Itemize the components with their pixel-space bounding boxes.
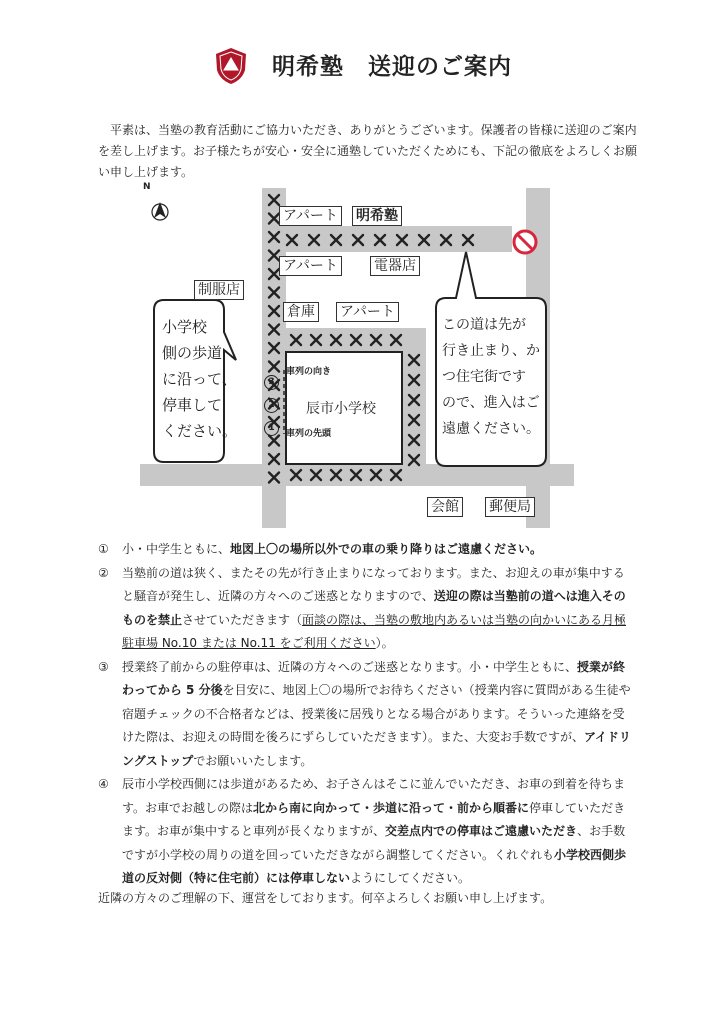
- compass-label: N: [143, 182, 151, 192]
- left-bubble-text: 小学校 側の歩道 に沿って、 停車して ください。: [162, 318, 238, 440]
- building-denki: 電器店: [370, 256, 420, 276]
- notice-item: ① 小・中学生ともに、地図上〇の場所以外での車の乗り降りはご遠慮ください。: [98, 538, 633, 562]
- building-apart-1: アパート: [279, 206, 342, 226]
- school-crest-icon: [212, 46, 250, 86]
- no-entry-icon: [514, 231, 536, 253]
- north-arrow-icon: [152, 202, 168, 220]
- building-yubin: 郵便局: [485, 497, 535, 517]
- notice-item: ④ 辰市小学校西側には歩道があるため、お子さんはそこに並んでいただき、お車の到着を待ちます。お車でお越しの際は北から南に向かって・歩道に沿って・前から順番に停車していただきます。お車が集中すると車列が長くなりますが、交差点内での停車はご遠慮いただき、お手数ですが小学校の周りの道を回っていただきながら調整してください。くれぐれも小学校西側歩道の反対側（特に住宅前）には停車しないようにしてください。: [98, 773, 633, 891]
- queue-front-label: 車列の先頭: [286, 429, 332, 439]
- access-map: [140, 182, 580, 528]
- item-marker: ①: [98, 542, 109, 556]
- pickup-spot-2: 2: [264, 398, 279, 413]
- notice-item: ③ 授業終了前からの駐停車は、近隣の方々へのご迷惑となります。小・中学生ともに、授業が終わってから 5 分後を目安に、地図上〇の場所でお待ちください（授業内容に質問がある生徒や宿題チェックの不合格者などは、授業後に居残りとなる場合があります。そういった連絡を受けた際は、お迎えの時間を後ろにずらしていただきます）。また、大変お手数ですが、アイドリングストップでお願いいたします。: [98, 656, 633, 774]
- item-marker: ③: [98, 659, 109, 674]
- building-apart-2: アパート: [279, 256, 342, 276]
- school-label: 辰市小学校: [306, 401, 376, 417]
- right-bubble-text: この道は先が 行き止まり、か つ住宅街です ので、進入はご 遠慮ください。: [442, 317, 540, 437]
- closing-paragraph: 近隣の方々のご理解の下、運営をしております。何卒よろしくお願い申し上げます。: [98, 891, 553, 905]
- building-kaikan: 会館: [427, 497, 463, 517]
- queue-direction-label: 車列の向き: [286, 367, 332, 377]
- building-apart-3: アパート: [336, 302, 399, 322]
- item-marker: ④: [98, 777, 109, 791]
- item-marker: ②: [98, 565, 109, 580]
- notice-list: [98, 538, 633, 891]
- page-header: [0, 44, 719, 92]
- page-title: 明希塾 送迎のご案内: [272, 54, 512, 80]
- pickup-spot-1: 1: [264, 421, 279, 436]
- intro-paragraph: 平素は、当塾の教育活動にご協力いただき、ありがとうございます。保護者の皆様に送迎のご案内を差し上げます。お子様たちが安心・安全に通塾していただくためにも、下記の徹底をよろしくお願い申し上げます。: [98, 123, 638, 179]
- pickup-spot-3: 3: [264, 375, 279, 390]
- building-seifuku: 制服店: [194, 280, 244, 300]
- building-juku: 明希塾: [352, 206, 402, 226]
- notice-item: ② 当塾前の道は狭く、またその先が行き止まりになっております。また、お迎えの車が集中すると騒音が発生し、近隣の方々へのご迷惑となりますので、送迎の際は当塾前の道へは進入そのものを禁止させていただきます（面談の際は、当塾の敷地内あるいは当塾の向かいにある月極駐車場 No.10 または No.11 をご利用ください）。: [98, 562, 633, 656]
- building-souko: 倉庫: [283, 302, 319, 322]
